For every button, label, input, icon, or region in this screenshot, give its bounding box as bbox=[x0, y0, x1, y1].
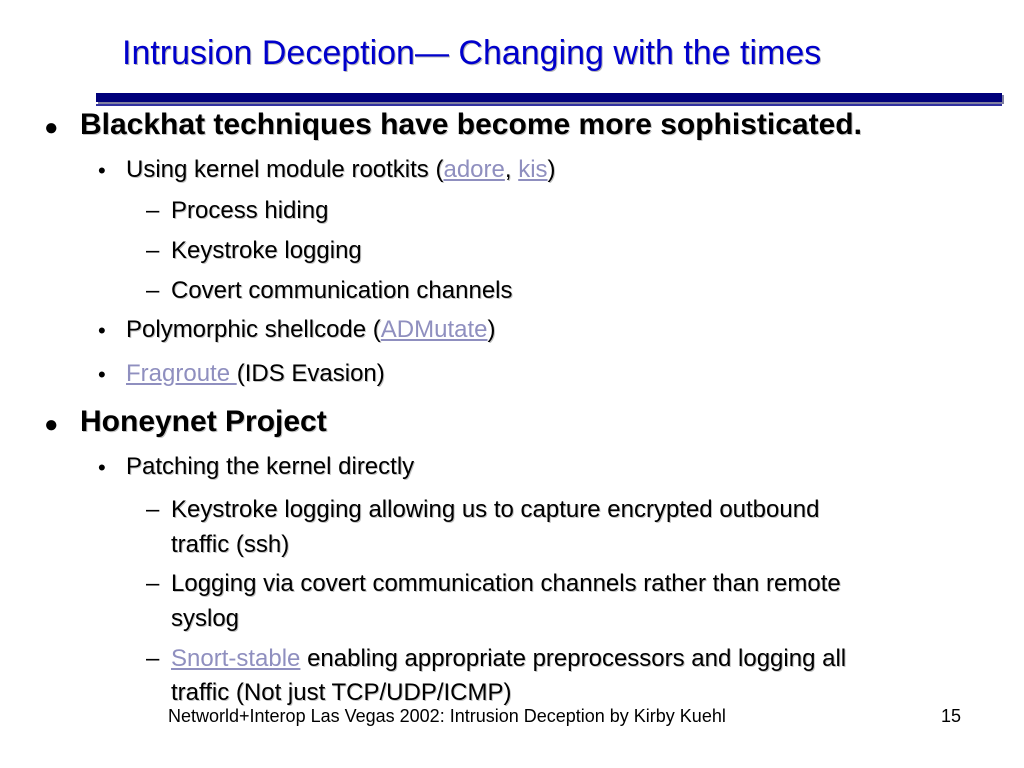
bullet-round-icon: ● bbox=[44, 411, 59, 438]
list-item-keystroke-logging: Keystroke logging bbox=[171, 237, 362, 264]
list-item-covert-logging-line2: syslog bbox=[171, 605, 240, 632]
dash-icon: – bbox=[146, 277, 160, 304]
list-item-shellcode bbox=[126, 316, 496, 344]
title-underline bbox=[96, 93, 1002, 102]
shellcode-prefix: Polymorphic shellcode ( bbox=[126, 316, 381, 343]
fragroute-link[interactable]: Fragroute bbox=[126, 360, 237, 387]
footer-text: Networld+Interop Las Vegas 2002: Intrusion Deception by Kirby Kuehl bbox=[168, 706, 726, 726]
kis-link[interactable]: kis bbox=[518, 156, 548, 183]
dash-icon: – bbox=[146, 237, 160, 264]
section-heading-honeynet: Honeynet Project bbox=[80, 405, 327, 438]
bullet-small-icon: • bbox=[98, 158, 106, 183]
list-item-snort-line2: traffic (Not just TCP/UDP/ICMP) bbox=[171, 679, 512, 706]
list-item-fragroute bbox=[126, 360, 385, 388]
shellcode-suffix: ) bbox=[487, 316, 496, 343]
bullet-small-icon: • bbox=[98, 318, 106, 343]
page-number: 15 bbox=[941, 706, 962, 726]
rootkits-sep: , bbox=[504, 156, 519, 183]
adore-link[interactable]: adore bbox=[443, 156, 505, 183]
rootkits-prefix: Using kernel module rootkits ( bbox=[126, 156, 444, 183]
slide-title: Intrusion Deception— Changing with the times bbox=[122, 34, 822, 72]
fragroute-suffix: (IDS Evasion) bbox=[236, 360, 385, 387]
list-item-process-hiding: Process hiding bbox=[171, 197, 329, 224]
snort-line1-text: enabling appropriate preprocessors and logging all bbox=[300, 645, 847, 672]
section-heading-blackhat: Blackhat techniques have become more sophisticated. bbox=[80, 108, 862, 141]
dash-icon: – bbox=[146, 197, 160, 224]
snort-stable-link[interactable]: Snort-stable bbox=[171, 645, 301, 672]
list-item-covert-logging-line1: Logging via covert communication channels rather than remote bbox=[171, 570, 841, 597]
dash-icon: – bbox=[146, 570, 160, 597]
title-underline-thin bbox=[96, 104, 1002, 106]
admutate-link[interactable]: ADMutate bbox=[380, 316, 488, 343]
bullet-round-icon: ● bbox=[44, 114, 59, 141]
list-item-covert-channels: Covert communication channels bbox=[171, 277, 513, 304]
dash-icon: – bbox=[146, 645, 160, 672]
list-item-keystroke-capture-line1: Keystroke logging allowing us to capture encrypted outbound bbox=[171, 496, 820, 523]
list-item-patching: Patching the kernel directly bbox=[126, 453, 415, 480]
list-item-rootkits bbox=[126, 156, 556, 184]
list-item-keystroke-capture-line2: traffic (ssh) bbox=[171, 531, 290, 558]
list-item-snort-line1 bbox=[171, 645, 846, 673]
bullet-small-icon: • bbox=[98, 362, 106, 387]
dash-icon: – bbox=[146, 496, 160, 523]
bullet-small-icon: • bbox=[98, 455, 106, 480]
rootkits-suffix: ) bbox=[547, 156, 556, 183]
